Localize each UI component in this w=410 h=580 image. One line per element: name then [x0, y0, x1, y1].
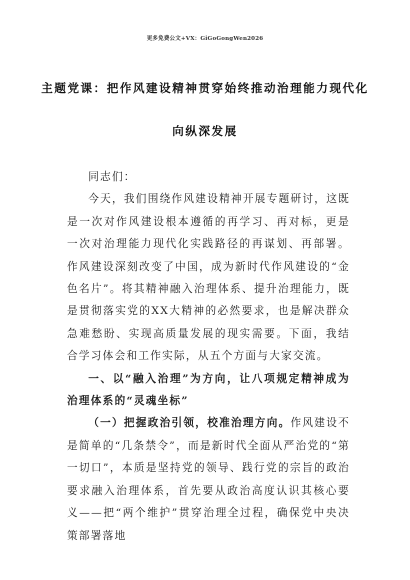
document-title-line-1: 主题党课：把作风建设精神贯穿始终推动治理能力现代化 [41, 81, 369, 95]
subsection-1-text: 作风建设不是简单的“几条禁令”，而是新时代全面从严治党的“第一切口”，本质是坚持党的领导、践行党的宗旨的政治要求融入治理体系，首先要从政治高度认识其核心要义——把“两个维护”贯穿治理全过程，确保党中央决策部署落地 [67, 417, 350, 542]
salutation: 同志们： [88, 171, 136, 183]
subsection-1-label: （一）把握政治引领，校准治理方向。 [88, 417, 291, 430]
header-note: 更多免费公文+VX：GiGoGongWen2026 [146, 36, 264, 42]
section-1-heading: 一、以“融入治理”为方向，让八项规定精神成为治理体系的“灵魂坐标” [67, 372, 350, 408]
document-body [67, 166, 350, 547]
subsection-1-paragraph [67, 412, 350, 546]
paragraph-intro: 今天，我们围绕作风建设精神开展专题研讨，这既是一次对作风建设根本遵循的再学习、再对标，更是一次对治理能力现代化实践路径的再谋划、再部署。作风建设深刻改变了中国，成为新时代作风建设的“金色名片”。将其精神融入治理体系、提升治理能力，既是贯彻落实党的XX大精神的必然要求，也是解决群众急难愁盼、实现高质量发展的现实需要。下面，我结合学习体会和工作实际，从五个方面与大家交流。 [67, 193, 350, 363]
document-title-line-2: 向纵深发展 [172, 124, 238, 138]
